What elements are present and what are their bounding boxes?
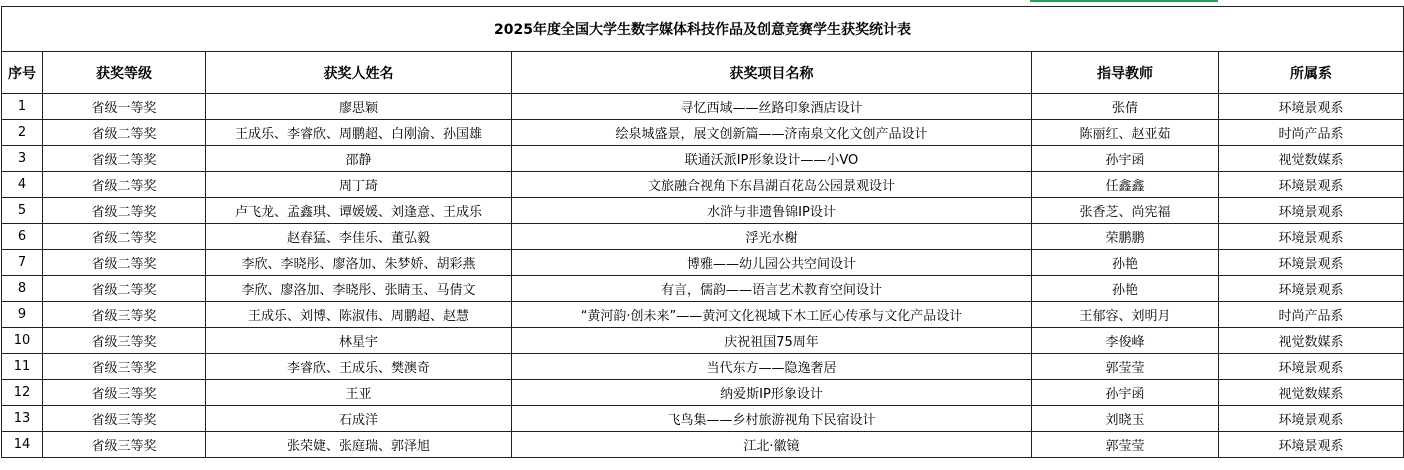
- table-row: [2, 146, 1404, 172]
- cell-winner-names: 邵静: [206, 146, 512, 172]
- cell-department: 环境景观系: [1219, 406, 1404, 432]
- cell-department: 视觉数媒系: [1219, 380, 1404, 406]
- table-title: 2025年度全国大学生数字媒体科技作品及创意竞赛学生获奖统计表: [2, 7, 1404, 52]
- cell-project-name: 水浒与非遗鲁锦IP设计: [512, 198, 1032, 224]
- cell-advisor: 孙宇函: [1032, 146, 1219, 172]
- cell-award-level: 省级三等奖: [43, 328, 206, 354]
- cell-project-name: 文旅融合视角下东昌湖百花岛公园景观设计: [512, 172, 1032, 198]
- header-award-level: 获奖等级: [43, 52, 206, 94]
- table-row: [2, 380, 1404, 406]
- cell-winner-names: 周丁琦: [206, 172, 512, 198]
- cell-department: 环境景观系: [1219, 224, 1404, 250]
- cell-project-name: 博雅——幼儿园公共空间设计: [512, 250, 1032, 276]
- table-row: [2, 172, 1404, 198]
- cell-award-level: 省级二等奖: [43, 120, 206, 146]
- table-row: [2, 120, 1404, 146]
- header-index: 序号: [2, 52, 43, 94]
- cell-department: 环境景观系: [1219, 198, 1404, 224]
- cell-index: 8: [2, 276, 43, 302]
- cell-winner-names: 李睿欣、王成乐、樊澳奇: [206, 354, 512, 380]
- cell-index: 5: [2, 198, 43, 224]
- cell-advisor: 陈丽红、赵亚茹: [1032, 120, 1219, 146]
- table-row: [2, 328, 1404, 354]
- cell-index: 7: [2, 250, 43, 276]
- cell-winner-names: 卢飞龙、孟鑫琪、谭媛媛、刘逢意、王成乐: [206, 198, 512, 224]
- cell-advisor: 郭莹莹: [1032, 354, 1219, 380]
- cell-winner-names: 廖思颖: [206, 94, 512, 120]
- cell-advisor: 刘晓玉: [1032, 406, 1219, 432]
- cell-winner-names: 石成洋: [206, 406, 512, 432]
- table-row: [2, 302, 1404, 328]
- cell-advisor: 张倩: [1032, 94, 1219, 120]
- cell-index: 10: [2, 328, 43, 354]
- cell-index: 6: [2, 224, 43, 250]
- cell-project-name: 庆祝祖国75周年: [512, 328, 1032, 354]
- cell-index: 2: [2, 120, 43, 146]
- table-row: [2, 354, 1404, 380]
- cell-advisor: 孙宇函: [1032, 380, 1219, 406]
- cell-project-name: 飞鸟集——乡村旅游视角下民宿设计: [512, 406, 1032, 432]
- cell-project-name: 寻忆西域——丝路印象酒店设计: [512, 94, 1032, 120]
- cell-department: 视觉数媒系: [1219, 146, 1404, 172]
- cell-award-level: 省级二等奖: [43, 224, 206, 250]
- cell-winner-names: 王成乐、刘博、陈淑伟、周鹏超、赵慧: [206, 302, 512, 328]
- header-winner-names: 获奖人姓名: [206, 52, 512, 94]
- cell-department: 环境景观系: [1219, 354, 1404, 380]
- cell-award-level: 省级三等奖: [43, 380, 206, 406]
- cell-department: 时尚产品系: [1219, 120, 1404, 146]
- cell-advisor: 张香芝、尚宪福: [1032, 198, 1219, 224]
- cell-department: 环境景观系: [1219, 94, 1404, 120]
- cell-index: 1: [2, 94, 43, 120]
- cell-award-level: 省级二等奖: [43, 146, 206, 172]
- cell-advisor: 荣鹏鹏: [1032, 224, 1219, 250]
- cell-award-level: 省级三等奖: [43, 432, 206, 458]
- header-row: [2, 52, 1404, 94]
- cell-project-name: “黄河韵·创未来”——黄河文化视域下木工匠心传承与文化产品设计: [512, 302, 1032, 328]
- cell-project-name: 有言，儒韵——语言艺术教育空间设计: [512, 276, 1032, 302]
- cell-advisor: 郭莹莹: [1032, 432, 1219, 458]
- cell-advisor: 李俊峰: [1032, 328, 1219, 354]
- cell-winner-names: 李欣、李晓彤、廖洛加、朱梦娇、胡彩燕: [206, 250, 512, 276]
- cell-department: 环境景观系: [1219, 172, 1404, 198]
- cell-index: 4: [2, 172, 43, 198]
- cell-winner-names: 张荣婕、张庭瑞、郭泽旭: [206, 432, 512, 458]
- cell-winner-names: 王亚: [206, 380, 512, 406]
- cell-advisor: 孙艳: [1032, 250, 1219, 276]
- cell-department: 环境景观系: [1219, 276, 1404, 302]
- table-row: [2, 94, 1404, 120]
- cell-project-name: 当代东方——隐逸奢居: [512, 354, 1032, 380]
- cell-project-name: 浮光水榭: [512, 224, 1032, 250]
- cell-advisor: 任鑫鑫: [1032, 172, 1219, 198]
- title-row: [2, 7, 1404, 52]
- header-department: 所属系: [1219, 52, 1404, 94]
- cell-department: 环境景观系: [1219, 432, 1404, 458]
- cell-winner-names: 王成乐、李睿欣、周鹏超、白刚渝、孙国雄: [206, 120, 512, 146]
- award-statistics-table: [1, 6, 1404, 458]
- cell-award-level: 省级三等奖: [43, 302, 206, 328]
- cell-index: 13: [2, 406, 43, 432]
- cell-index: 9: [2, 302, 43, 328]
- cell-department: 视觉数媒系: [1219, 328, 1404, 354]
- cell-index: 11: [2, 354, 43, 380]
- cell-department: 环境景观系: [1219, 250, 1404, 276]
- cell-advisor: 王郁容、刘明月: [1032, 302, 1219, 328]
- cell-department: 时尚产品系: [1219, 302, 1404, 328]
- cell-project-name: 江北·徽镜: [512, 432, 1032, 458]
- cell-award-level: 省级三等奖: [43, 406, 206, 432]
- cell-award-level: 省级二等奖: [43, 172, 206, 198]
- cell-winner-names: 林星宇: [206, 328, 512, 354]
- table-row: [2, 250, 1404, 276]
- cell-project-name: 联通沃派IP形象设计——小VO: [512, 146, 1032, 172]
- header-project-name: 获奖项目名称: [512, 52, 1032, 94]
- cell-index: 14: [2, 432, 43, 458]
- cell-index: 12: [2, 380, 43, 406]
- table-row: [2, 224, 1404, 250]
- cell-advisor: 孙艳: [1032, 276, 1219, 302]
- header-advisor: 指导教师: [1032, 52, 1219, 94]
- table-row: [2, 432, 1404, 458]
- selection-accent-bar: [1030, 0, 1218, 2]
- cell-project-name: 绘泉城盛景，展文创新篇——济南泉文化文创产品设计: [512, 120, 1032, 146]
- cell-project-name: 纳爱斯IP形象设计: [512, 380, 1032, 406]
- cell-award-level: 省级二等奖: [43, 276, 206, 302]
- table-row: [2, 198, 1404, 224]
- cell-award-level: 省级二等奖: [43, 198, 206, 224]
- cell-winner-names: 赵春猛、李佳乐、董弘毅: [206, 224, 512, 250]
- table-row: [2, 276, 1404, 302]
- cell-award-level: 省级一等奖: [43, 94, 206, 120]
- cell-index: 3: [2, 146, 43, 172]
- table-row: [2, 406, 1404, 432]
- cell-award-level: 省级二等奖: [43, 250, 206, 276]
- cell-award-level: 省级三等奖: [43, 354, 206, 380]
- cell-winner-names: 李欣、廖洛加、李晓彤、张睛玉、马倩文: [206, 276, 512, 302]
